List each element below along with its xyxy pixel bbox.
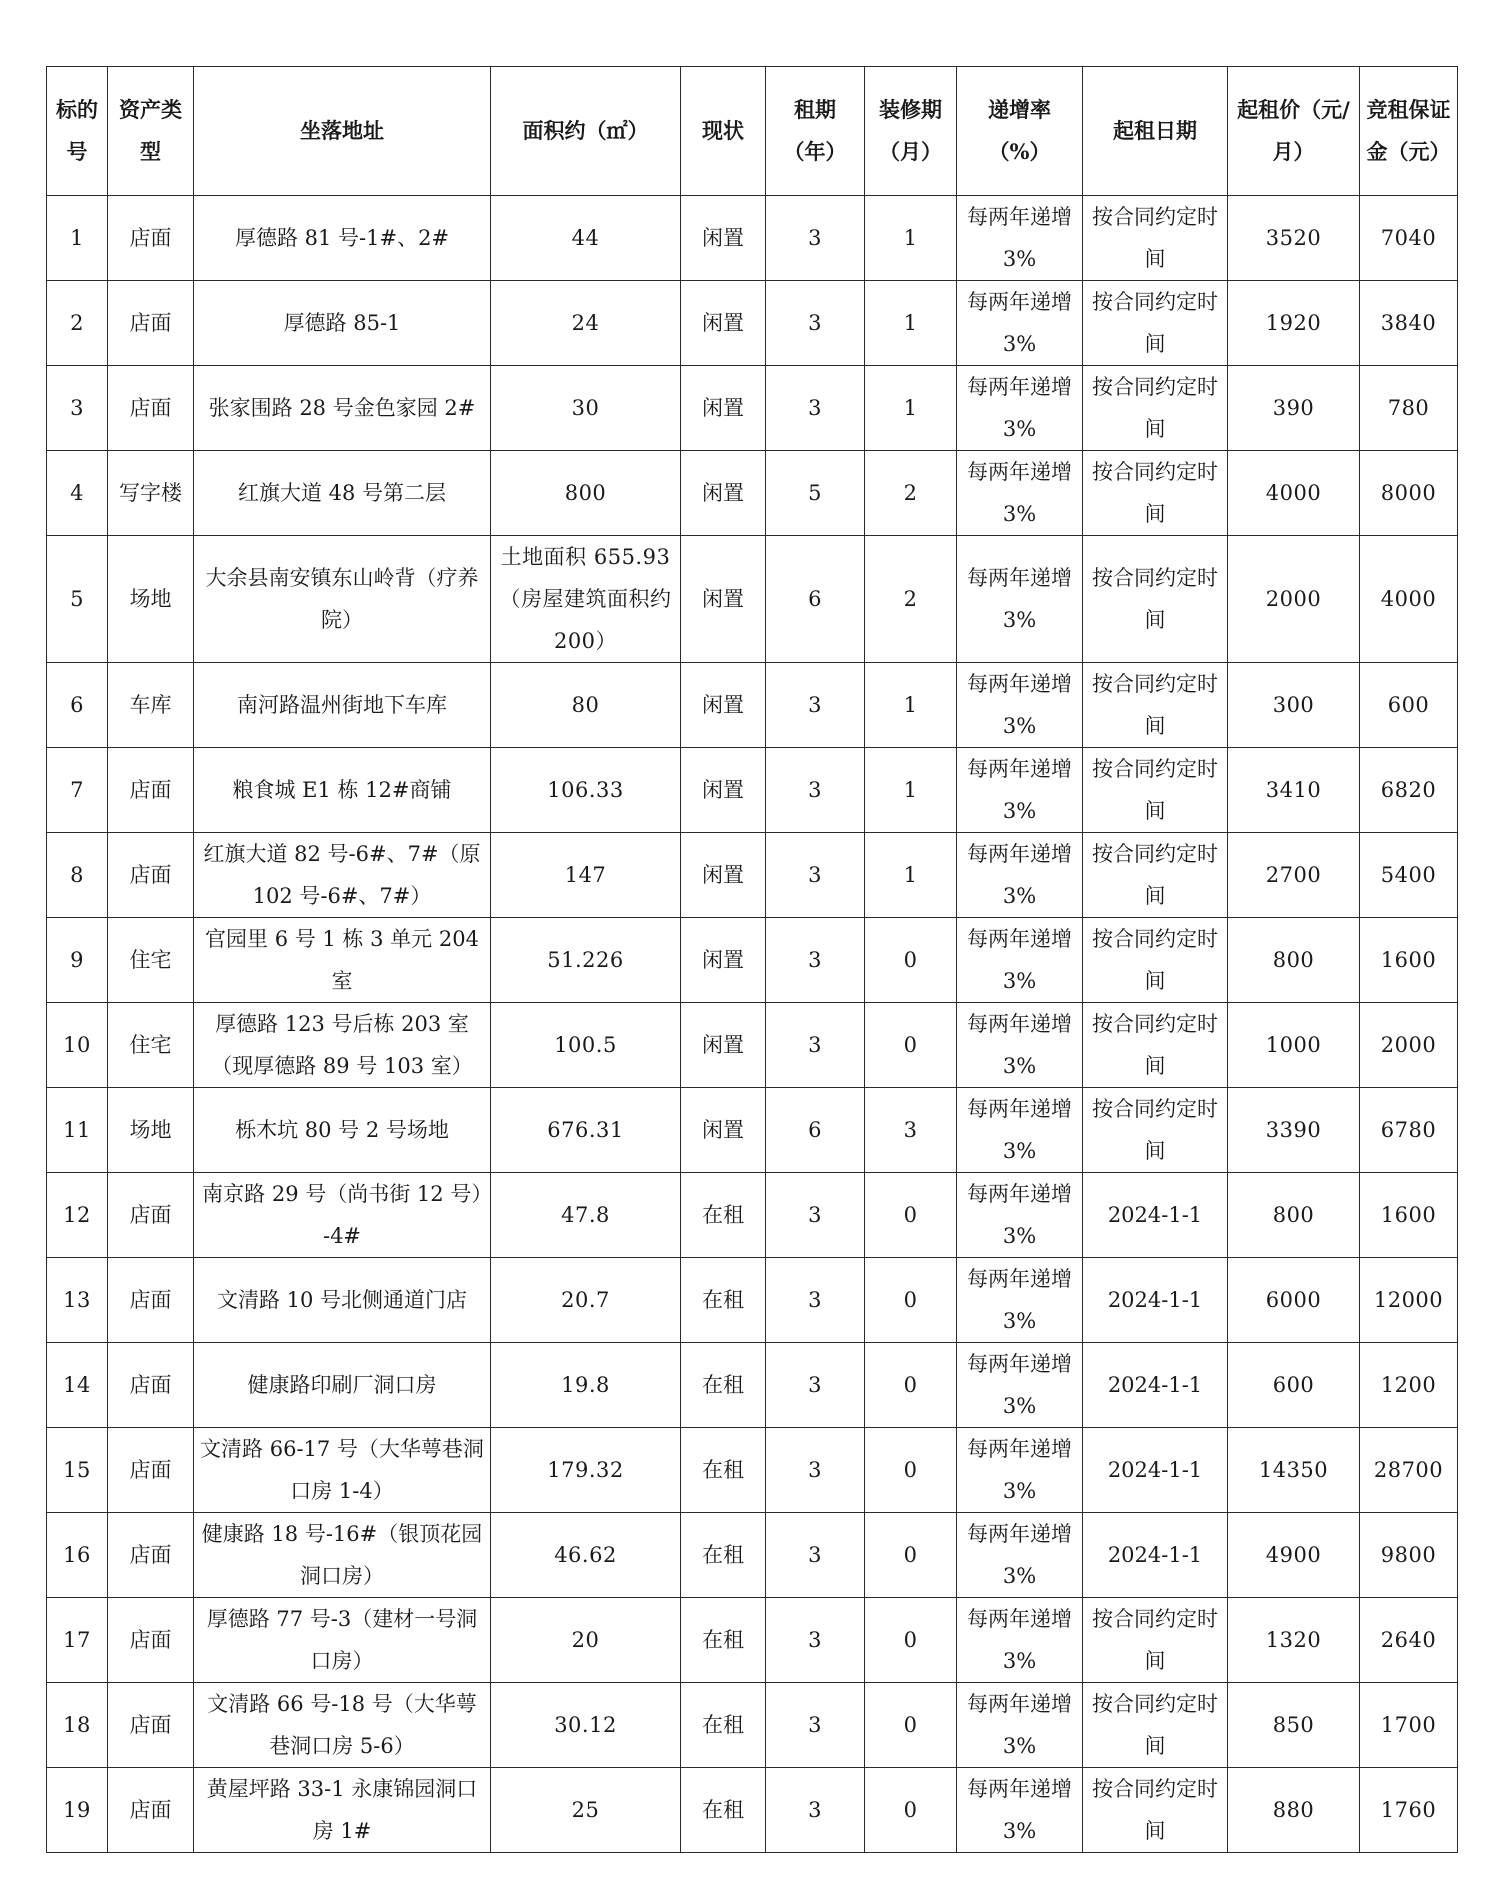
cell-status: 闲置 <box>681 663 766 748</box>
cell-increase: 每两年递增 3% <box>957 1258 1083 1343</box>
table-row <box>47 833 1458 918</box>
header-increase: 递增率（%） <box>957 67 1083 196</box>
header-deposit: 竞租保证金（元） <box>1360 67 1458 196</box>
cell-status: 在租 <box>681 1768 766 1853</box>
cell-start-price: 390 <box>1228 366 1360 451</box>
cell-status: 在租 <box>681 1598 766 1683</box>
cell-renovation: 2 <box>865 536 957 663</box>
cell-deposit: 3840 <box>1360 281 1458 366</box>
cell-area: 19.8 <box>491 1343 681 1428</box>
cell-area: 100.5 <box>491 1003 681 1088</box>
cell-address: 健康路 18 号-16#（银顶花园洞口房） <box>194 1513 491 1598</box>
cell-start-date: 按合同约定时间 <box>1083 918 1228 1003</box>
cell-area: 147 <box>491 833 681 918</box>
cell-type: 店面 <box>108 196 194 281</box>
cell-deposit: 5400 <box>1360 833 1458 918</box>
cell-deposit: 2000 <box>1360 1003 1458 1088</box>
table-body <box>47 196 1458 1853</box>
cell-start-price: 300 <box>1228 663 1360 748</box>
cell-status: 在租 <box>681 1343 766 1428</box>
cell-start-date: 按合同约定时间 <box>1083 833 1228 918</box>
cell-index: 11 <box>47 1088 108 1173</box>
cell-area: 106.33 <box>491 748 681 833</box>
table-row <box>47 1428 1458 1513</box>
cell-area: 30 <box>491 366 681 451</box>
cell-index: 19 <box>47 1768 108 1853</box>
cell-address: 厚德路 85-1 <box>194 281 491 366</box>
cell-term: 3 <box>766 1173 865 1258</box>
cell-type: 场地 <box>108 1088 194 1173</box>
cell-status: 在租 <box>681 1258 766 1343</box>
cell-deposit: 7040 <box>1360 196 1458 281</box>
cell-term: 3 <box>766 833 865 918</box>
cell-status: 闲置 <box>681 281 766 366</box>
cell-renovation: 0 <box>865 1343 957 1428</box>
cell-renovation: 0 <box>865 1513 957 1598</box>
cell-status: 闲置 <box>681 1088 766 1173</box>
cell-renovation: 1 <box>865 748 957 833</box>
cell-term: 3 <box>766 748 865 833</box>
cell-term: 3 <box>766 1513 865 1598</box>
cell-type: 店面 <box>108 1598 194 1683</box>
cell-index: 7 <box>47 748 108 833</box>
cell-increase: 每两年递增 3% <box>957 748 1083 833</box>
cell-address: 粮食城 E1 栋 12#商铺 <box>194 748 491 833</box>
cell-term: 3 <box>766 366 865 451</box>
cell-start-price: 4900 <box>1228 1513 1360 1598</box>
cell-type: 店面 <box>108 1173 194 1258</box>
cell-start-date: 按合同约定时间 <box>1083 1003 1228 1088</box>
cell-area: 51.226 <box>491 918 681 1003</box>
cell-deposit: 4000 <box>1360 536 1458 663</box>
cell-start-date: 按合同约定时间 <box>1083 281 1228 366</box>
cell-renovation: 0 <box>865 1428 957 1513</box>
header-start-price: 起租价（元/月） <box>1228 67 1360 196</box>
cell-term: 3 <box>766 1428 865 1513</box>
cell-term: 3 <box>766 918 865 1003</box>
cell-increase: 每两年递增 3% <box>957 1428 1083 1513</box>
cell-start-price: 1000 <box>1228 1003 1360 1088</box>
table-row <box>47 748 1458 833</box>
cell-area: 46.62 <box>491 1513 681 1598</box>
header-status: 现状 <box>681 67 766 196</box>
cell-start-price: 14350 <box>1228 1428 1360 1513</box>
cell-term: 3 <box>766 196 865 281</box>
cell-address: 官园里 6 号 1 栋 3 单元 204 室 <box>194 918 491 1003</box>
cell-deposit: 9800 <box>1360 1513 1458 1598</box>
cell-status: 闲置 <box>681 918 766 1003</box>
cell-renovation: 1 <box>865 281 957 366</box>
table-row <box>47 1088 1458 1173</box>
cell-start-price: 1320 <box>1228 1598 1360 1683</box>
cell-index: 10 <box>47 1003 108 1088</box>
cell-increase: 每两年递增 3% <box>957 833 1083 918</box>
cell-area: 24 <box>491 281 681 366</box>
cell-increase: 每两年递增 3% <box>957 1003 1083 1088</box>
cell-renovation: 1 <box>865 196 957 281</box>
cell-address: 健康路印刷厂洞口房 <box>194 1343 491 1428</box>
cell-start-date: 按合同约定时间 <box>1083 1598 1228 1683</box>
header-term: 租期（年） <box>766 67 865 196</box>
cell-address: 红旗大道 82 号-6#、7#（原 102 号-6#、7#） <box>194 833 491 918</box>
cell-address: 栎木坑 80 号 2 号场地 <box>194 1088 491 1173</box>
cell-type: 车库 <box>108 663 194 748</box>
cell-index: 1 <box>47 196 108 281</box>
cell-renovation: 0 <box>865 1003 957 1088</box>
cell-address: 红旗大道 48 号第二层 <box>194 451 491 536</box>
cell-index: 18 <box>47 1683 108 1768</box>
cell-status: 闲置 <box>681 451 766 536</box>
cell-start-price: 3390 <box>1228 1088 1360 1173</box>
cell-type: 住宅 <box>108 918 194 1003</box>
cell-start-price: 880 <box>1228 1768 1360 1853</box>
cell-renovation: 2 <box>865 451 957 536</box>
cell-renovation: 0 <box>865 1683 957 1768</box>
cell-deposit: 2640 <box>1360 1598 1458 1683</box>
cell-deposit: 1600 <box>1360 918 1458 1003</box>
cell-increase: 每两年递增 3% <box>957 196 1083 281</box>
cell-deposit: 1600 <box>1360 1173 1458 1258</box>
cell-increase: 每两年递增 3% <box>957 1598 1083 1683</box>
cell-type: 店面 <box>108 281 194 366</box>
cell-area: 47.8 <box>491 1173 681 1258</box>
table-row <box>47 1173 1458 1258</box>
cell-start-date: 2024-1-1 <box>1083 1343 1228 1428</box>
cell-status: 闲置 <box>681 833 766 918</box>
cell-deposit: 600 <box>1360 663 1458 748</box>
cell-index: 12 <box>47 1173 108 1258</box>
cell-area: 676.31 <box>491 1088 681 1173</box>
cell-start-price: 800 <box>1228 1173 1360 1258</box>
cell-term: 3 <box>766 1003 865 1088</box>
cell-area: 20.7 <box>491 1258 681 1343</box>
table-row <box>47 281 1458 366</box>
cell-increase: 每两年递增 3% <box>957 1343 1083 1428</box>
cell-area: 44 <box>491 196 681 281</box>
cell-status: 闲置 <box>681 366 766 451</box>
cell-term: 3 <box>766 1343 865 1428</box>
table-row <box>47 663 1458 748</box>
cell-increase: 每两年递增 3% <box>957 536 1083 663</box>
cell-renovation: 0 <box>865 918 957 1003</box>
cell-start-price: 850 <box>1228 1683 1360 1768</box>
cell-status: 闲置 <box>681 196 766 281</box>
cell-renovation: 0 <box>865 1258 957 1343</box>
header-start-date: 起租日期 <box>1083 67 1228 196</box>
cell-type: 店面 <box>108 1343 194 1428</box>
table-row <box>47 1343 1458 1428</box>
cell-index: 6 <box>47 663 108 748</box>
cell-start-date: 按合同约定时间 <box>1083 1088 1228 1173</box>
cell-renovation: 1 <box>865 833 957 918</box>
cell-start-date: 按合同约定时间 <box>1083 536 1228 663</box>
cell-increase: 每两年递增 3% <box>957 1683 1083 1768</box>
cell-deposit: 1760 <box>1360 1768 1458 1853</box>
cell-renovation: 3 <box>865 1088 957 1173</box>
cell-address: 南京路 29 号（尚书街 12 号）-4# <box>194 1173 491 1258</box>
cell-address: 南河路温州街地下车库 <box>194 663 491 748</box>
cell-index: 5 <box>47 536 108 663</box>
cell-type: 店面 <box>108 1513 194 1598</box>
cell-address: 厚德路 81 号-1#、2# <box>194 196 491 281</box>
cell-start-date: 2024-1-1 <box>1083 1513 1228 1598</box>
cell-renovation: 1 <box>865 366 957 451</box>
cell-term: 3 <box>766 1683 865 1768</box>
table-row <box>47 1003 1458 1088</box>
cell-renovation: 1 <box>865 663 957 748</box>
cell-increase: 每两年递增 3% <box>957 1173 1083 1258</box>
table-row <box>47 451 1458 536</box>
header-renovation: 装修期（月） <box>865 67 957 196</box>
cell-start-date: 2024-1-1 <box>1083 1258 1228 1343</box>
cell-deposit: 1200 <box>1360 1343 1458 1428</box>
cell-start-date: 2024-1-1 <box>1083 1173 1228 1258</box>
cell-status: 在租 <box>681 1683 766 1768</box>
cell-deposit: 780 <box>1360 366 1458 451</box>
cell-start-price: 2700 <box>1228 833 1360 918</box>
cell-start-date: 按合同约定时间 <box>1083 1768 1228 1853</box>
cell-increase: 每两年递增 3% <box>957 663 1083 748</box>
cell-renovation: 0 <box>865 1598 957 1683</box>
cell-status: 在租 <box>681 1513 766 1598</box>
cell-start-date: 按合同约定时间 <box>1083 366 1228 451</box>
table-row <box>47 1768 1458 1853</box>
cell-index: 13 <box>47 1258 108 1343</box>
table-row <box>47 366 1458 451</box>
cell-address: 张家围路 28 号金色家园 2# <box>194 366 491 451</box>
cell-area: 30.12 <box>491 1683 681 1768</box>
cell-address: 厚德路 123 号后栋 203 室（现厚德路 89 号 103 室） <box>194 1003 491 1088</box>
cell-index: 4 <box>47 451 108 536</box>
cell-start-price: 600 <box>1228 1343 1360 1428</box>
cell-term: 3 <box>766 1598 865 1683</box>
cell-start-price: 4000 <box>1228 451 1360 536</box>
header-index: 标的号 <box>47 67 108 196</box>
cell-renovation: 0 <box>865 1173 957 1258</box>
cell-start-price: 800 <box>1228 918 1360 1003</box>
cell-type: 写字楼 <box>108 451 194 536</box>
cell-address: 黄屋坪路 33-1 永康锦园洞口房 1# <box>194 1768 491 1853</box>
lease-listing-table <box>46 66 1458 1853</box>
cell-type: 场地 <box>108 536 194 663</box>
cell-increase: 每两年递增 3% <box>957 918 1083 1003</box>
cell-term: 3 <box>766 663 865 748</box>
cell-type: 店面 <box>108 833 194 918</box>
cell-status: 在租 <box>681 1428 766 1513</box>
table-row <box>47 196 1458 281</box>
cell-address: 大余县南安镇东山岭背（疗养院） <box>194 536 491 663</box>
cell-area: 80 <box>491 663 681 748</box>
table-row <box>47 1598 1458 1683</box>
cell-area: 20 <box>491 1598 681 1683</box>
cell-type: 店面 <box>108 748 194 833</box>
cell-increase: 每两年递增 3% <box>957 451 1083 536</box>
cell-deposit: 8000 <box>1360 451 1458 536</box>
cell-term: 5 <box>766 451 865 536</box>
cell-status: 闲置 <box>681 748 766 833</box>
cell-index: 16 <box>47 1513 108 1598</box>
header-address: 坐落地址 <box>194 67 491 196</box>
table-header-row <box>47 67 1458 196</box>
cell-deposit: 12000 <box>1360 1258 1458 1343</box>
cell-area: 800 <box>491 451 681 536</box>
table-row <box>47 1513 1458 1598</box>
cell-type: 店面 <box>108 1258 194 1343</box>
cell-start-price: 6000 <box>1228 1258 1360 1343</box>
cell-renovation: 0 <box>865 1768 957 1853</box>
cell-term: 3 <box>766 1258 865 1343</box>
table-row <box>47 1258 1458 1343</box>
table-row <box>47 1683 1458 1768</box>
cell-type: 住宅 <box>108 1003 194 1088</box>
cell-area: 25 <box>491 1768 681 1853</box>
cell-increase: 每两年递增 3% <box>957 281 1083 366</box>
header-type: 资产类型 <box>108 67 194 196</box>
cell-index: 3 <box>47 366 108 451</box>
cell-address: 文清路 66 号-18 号（大华萼巷洞口房 5-6） <box>194 1683 491 1768</box>
cell-start-date: 按合同约定时间 <box>1083 1683 1228 1768</box>
cell-start-price: 3410 <box>1228 748 1360 833</box>
cell-start-date: 按合同约定时间 <box>1083 451 1228 536</box>
cell-increase: 每两年递增 3% <box>957 366 1083 451</box>
cell-index: 17 <box>47 1598 108 1683</box>
cell-index: 15 <box>47 1428 108 1513</box>
cell-area: 179.32 <box>491 1428 681 1513</box>
cell-status: 闲置 <box>681 536 766 663</box>
cell-area: 土地面积 655.93（房屋建筑面积约 200） <box>491 536 681 663</box>
cell-start-date: 按合同约定时间 <box>1083 196 1228 281</box>
cell-term: 3 <box>766 1768 865 1853</box>
cell-term: 6 <box>766 1088 865 1173</box>
cell-address: 文清路 10 号北侧通道门店 <box>194 1258 491 1343</box>
cell-term: 6 <box>766 536 865 663</box>
cell-term: 3 <box>766 281 865 366</box>
cell-increase: 每两年递增 3% <box>957 1768 1083 1853</box>
cell-status: 闲置 <box>681 1003 766 1088</box>
cell-address: 文清路 66-17 号（大华萼巷洞口房 1-4） <box>194 1428 491 1513</box>
cell-index: 2 <box>47 281 108 366</box>
cell-deposit: 6820 <box>1360 748 1458 833</box>
cell-deposit: 1700 <box>1360 1683 1458 1768</box>
cell-increase: 每两年递增 3% <box>957 1513 1083 1598</box>
table-row <box>47 536 1458 663</box>
table-row <box>47 918 1458 1003</box>
cell-type: 店面 <box>108 366 194 451</box>
cell-start-price: 1920 <box>1228 281 1360 366</box>
header-area: 面积约（㎡） <box>491 67 681 196</box>
cell-index: 14 <box>47 1343 108 1428</box>
cell-deposit: 6780 <box>1360 1088 1458 1173</box>
cell-start-price: 3520 <box>1228 196 1360 281</box>
cell-type: 店面 <box>108 1768 194 1853</box>
cell-deposit: 28700 <box>1360 1428 1458 1513</box>
cell-address: 厚德路 77 号-3（建材一号洞口房） <box>194 1598 491 1683</box>
cell-status: 在租 <box>681 1173 766 1258</box>
cell-index: 8 <box>47 833 108 918</box>
cell-start-date: 按合同约定时间 <box>1083 748 1228 833</box>
cell-increase: 每两年递增 3% <box>957 1088 1083 1173</box>
cell-start-date: 2024-1-1 <box>1083 1428 1228 1513</box>
cell-type: 店面 <box>108 1683 194 1768</box>
cell-type: 店面 <box>108 1428 194 1513</box>
cell-index: 9 <box>47 918 108 1003</box>
cell-start-price: 2000 <box>1228 536 1360 663</box>
cell-start-date: 按合同约定时间 <box>1083 663 1228 748</box>
